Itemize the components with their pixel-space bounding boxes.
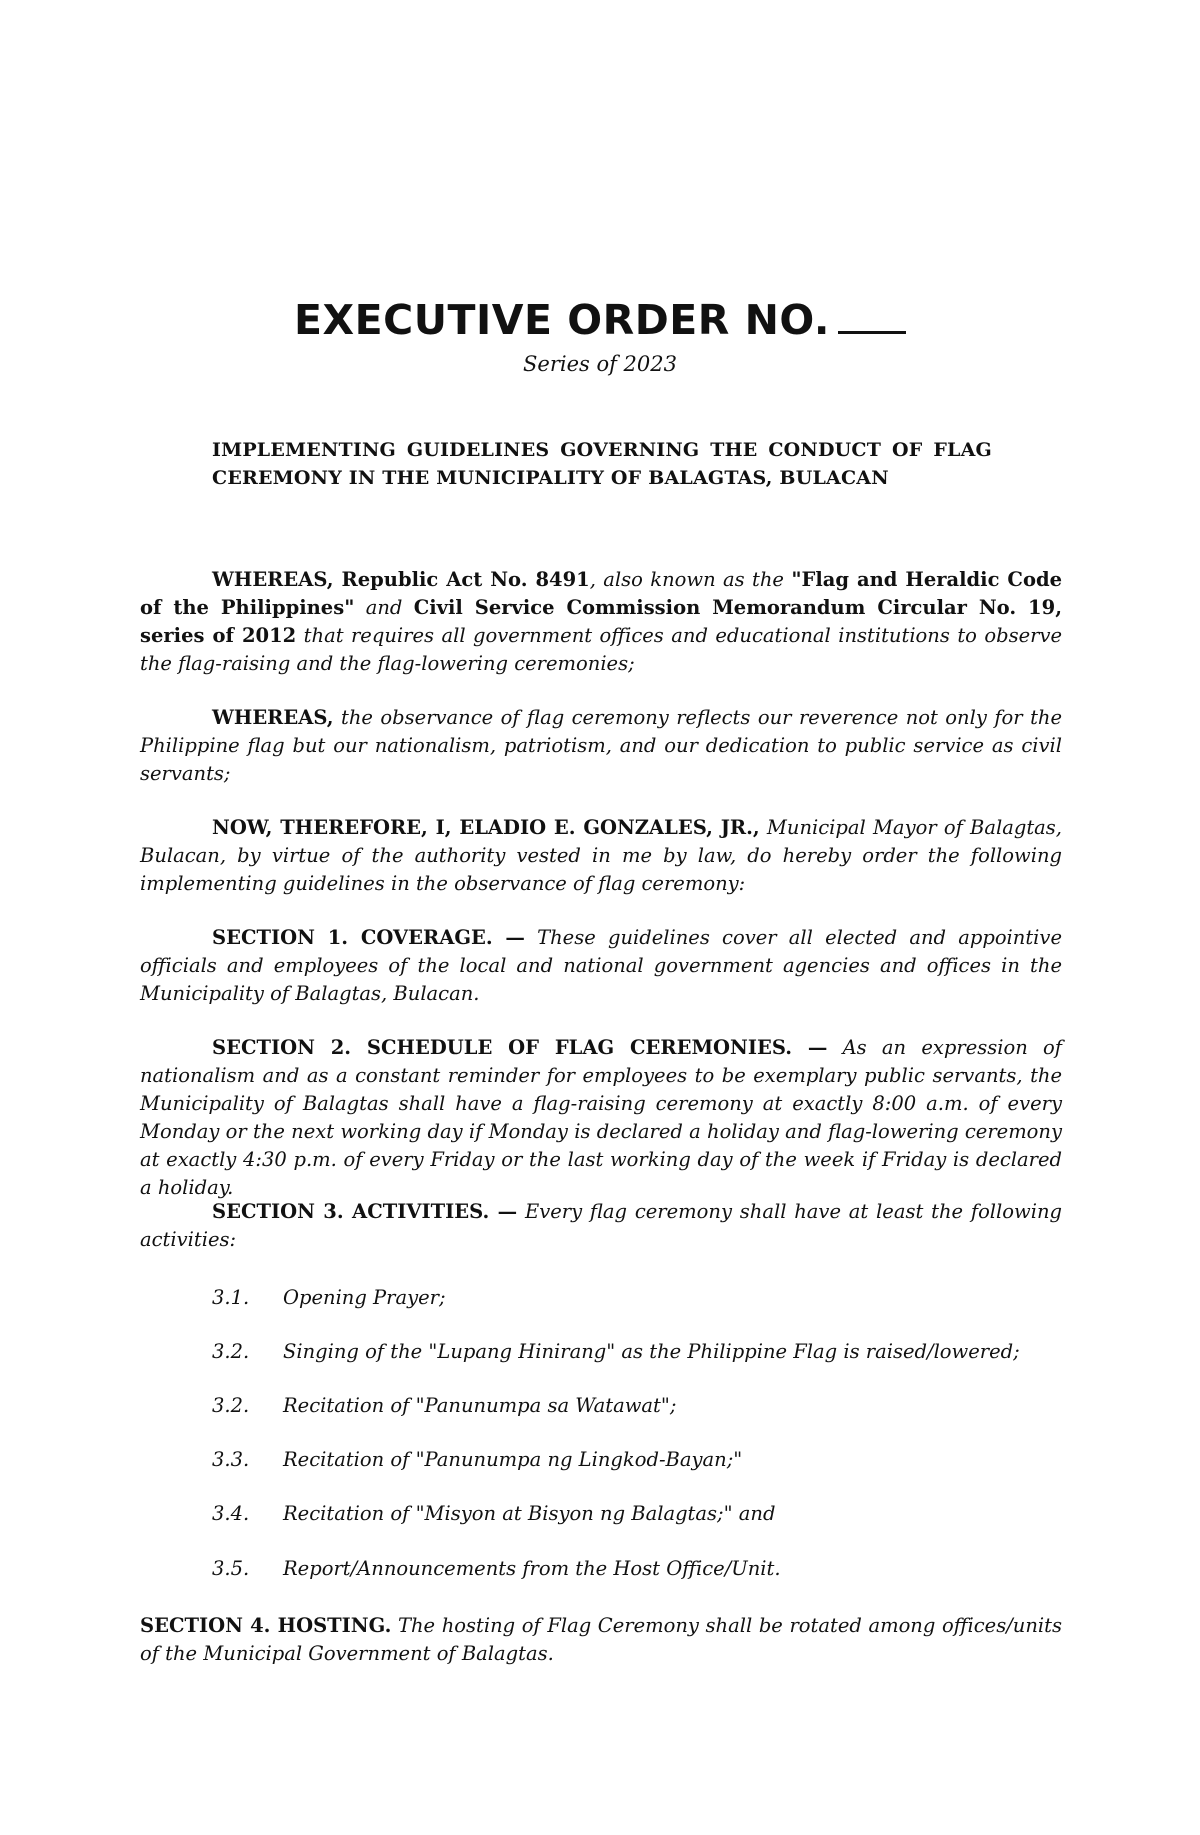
activity-number: 3.2. (212, 1340, 250, 1363)
whereas-2-lead: WHEREAS, (212, 706, 334, 729)
subject-heading: IMPLEMENTING GUIDELINES GOVERNING THE CONDUCT OF FLAG CEREMONY IN THE MUNICIPALITY OF BALAGTAS, BULACAN (212, 439, 992, 489)
section-2-paragraph (140, 1034, 1062, 1202)
document-title (0, 296, 1200, 344)
therefore-text: Municipal Mayor of Balagtas, Bulacan, by virtue of the authority vested in me by law, do hereby order the following implementing guidelines in the observance of flag ceremony: (140, 816, 1062, 895)
section-2-text: As an expression of nationalism and as a constant reminder for employees to be exemplary public servants, the Municipality of Balagtas shall have a flag-raising ceremony at exactly 8:00 a.m. of every Monday or the next working day if Monday is declared a holiday and flag-lowering ceremony at exactly 4:30 p.m. of every Friday or the last working day of the week if Friday is declared a holiday. (140, 1036, 1062, 1199)
whereas-1-text-2: and (354, 596, 414, 619)
activity-number: 3.1. (212, 1286, 250, 1309)
activity-item (212, 1555, 1072, 1583)
activity-item (212, 1392, 1072, 1420)
series-line: Series of 2023 (523, 352, 677, 376)
whereas-1-text-1: , also known as the (589, 568, 792, 591)
section-4-text: The hosting of Flag Ceremony shall be rotated among offices/units of the Municipal Government of Balagtas. (140, 1614, 1062, 1665)
section-3-text: Every flag ceremony shall have at least the following activities: (140, 1200, 1062, 1251)
whereas-2-text: the observance of flag ceremony reflects our reverence not only for the Philippine flag but our nationalism, patriotism, and our dedication to public service as civil servants; (140, 706, 1062, 785)
whereas-1-lead: WHEREAS, Republic Act No. 8491 (212, 568, 590, 591)
activity-text: Report/Announcements from the Host Office/Unit. (283, 1557, 781, 1580)
whereas-1-circular: Civil Service Commission Memorandum Circular No. 19, series of 2012 (140, 596, 1062, 647)
activity-number: 3.3. (212, 1448, 250, 1471)
whereas-paragraph-1 (140, 566, 1062, 678)
therefore-lead: NOW, THEREFORE, I, ELADIO E. GONZALES, JR., (212, 816, 760, 839)
section-1-paragraph (140, 924, 1062, 1008)
therefore-paragraph (140, 814, 1062, 898)
order-number-blank (838, 305, 906, 334)
activity-number: 3.2. (212, 1394, 250, 1417)
activity-number: 3.4. (212, 1502, 250, 1525)
whereas-1-text-3: that requires all government offices and educational institutions to observe the flag-raising and the flag-lowering ceremonies; (140, 624, 1062, 675)
activity-text: Singing of the "Lupang Hinirang" as the Philippine Flag is raised/lowered; (283, 1340, 1020, 1363)
title-text: EXECUTIVE ORDER NO. (294, 296, 830, 344)
section-1-lead: SECTION 1. COVERAGE. — (212, 926, 525, 949)
activity-text: Opening Prayer; (283, 1286, 446, 1309)
activity-item (212, 1284, 1072, 1312)
activity-text: Recitation of "Panunumpa sa Watawat"; (283, 1394, 677, 1417)
activity-item (212, 1500, 1072, 1528)
section-1-text: These guidelines cover all elected and appointive officials and employees of the local and national government agencies and offices in the Municipality of Balagtas, Bulacan. (140, 926, 1062, 1005)
activity-number: 3.5. (212, 1557, 250, 1580)
section-2-lead: SECTION 2. SCHEDULE OF FLAG CEREMONIES. — (212, 1036, 828, 1059)
whereas-1-code-name: "Flag and Heraldic Code of the Philippines" (140, 568, 1062, 619)
activity-text: Recitation of "Misyon at Bisyon ng Balagtas;" and (283, 1502, 776, 1525)
whereas-paragraph-2 (140, 704, 1062, 788)
activity-text: Recitation of "Panunumpa ng Lingkod-Bayan;" (283, 1448, 743, 1471)
activity-item (212, 1338, 1072, 1366)
section-4-paragraph (140, 1612, 1062, 1668)
section-4-lead: SECTION 4. HOSTING. (140, 1614, 392, 1637)
section-3-paragraph (140, 1198, 1062, 1254)
activity-item (212, 1446, 1072, 1474)
section-3-lead: SECTION 3. ACTIVITIES. — (212, 1200, 518, 1223)
